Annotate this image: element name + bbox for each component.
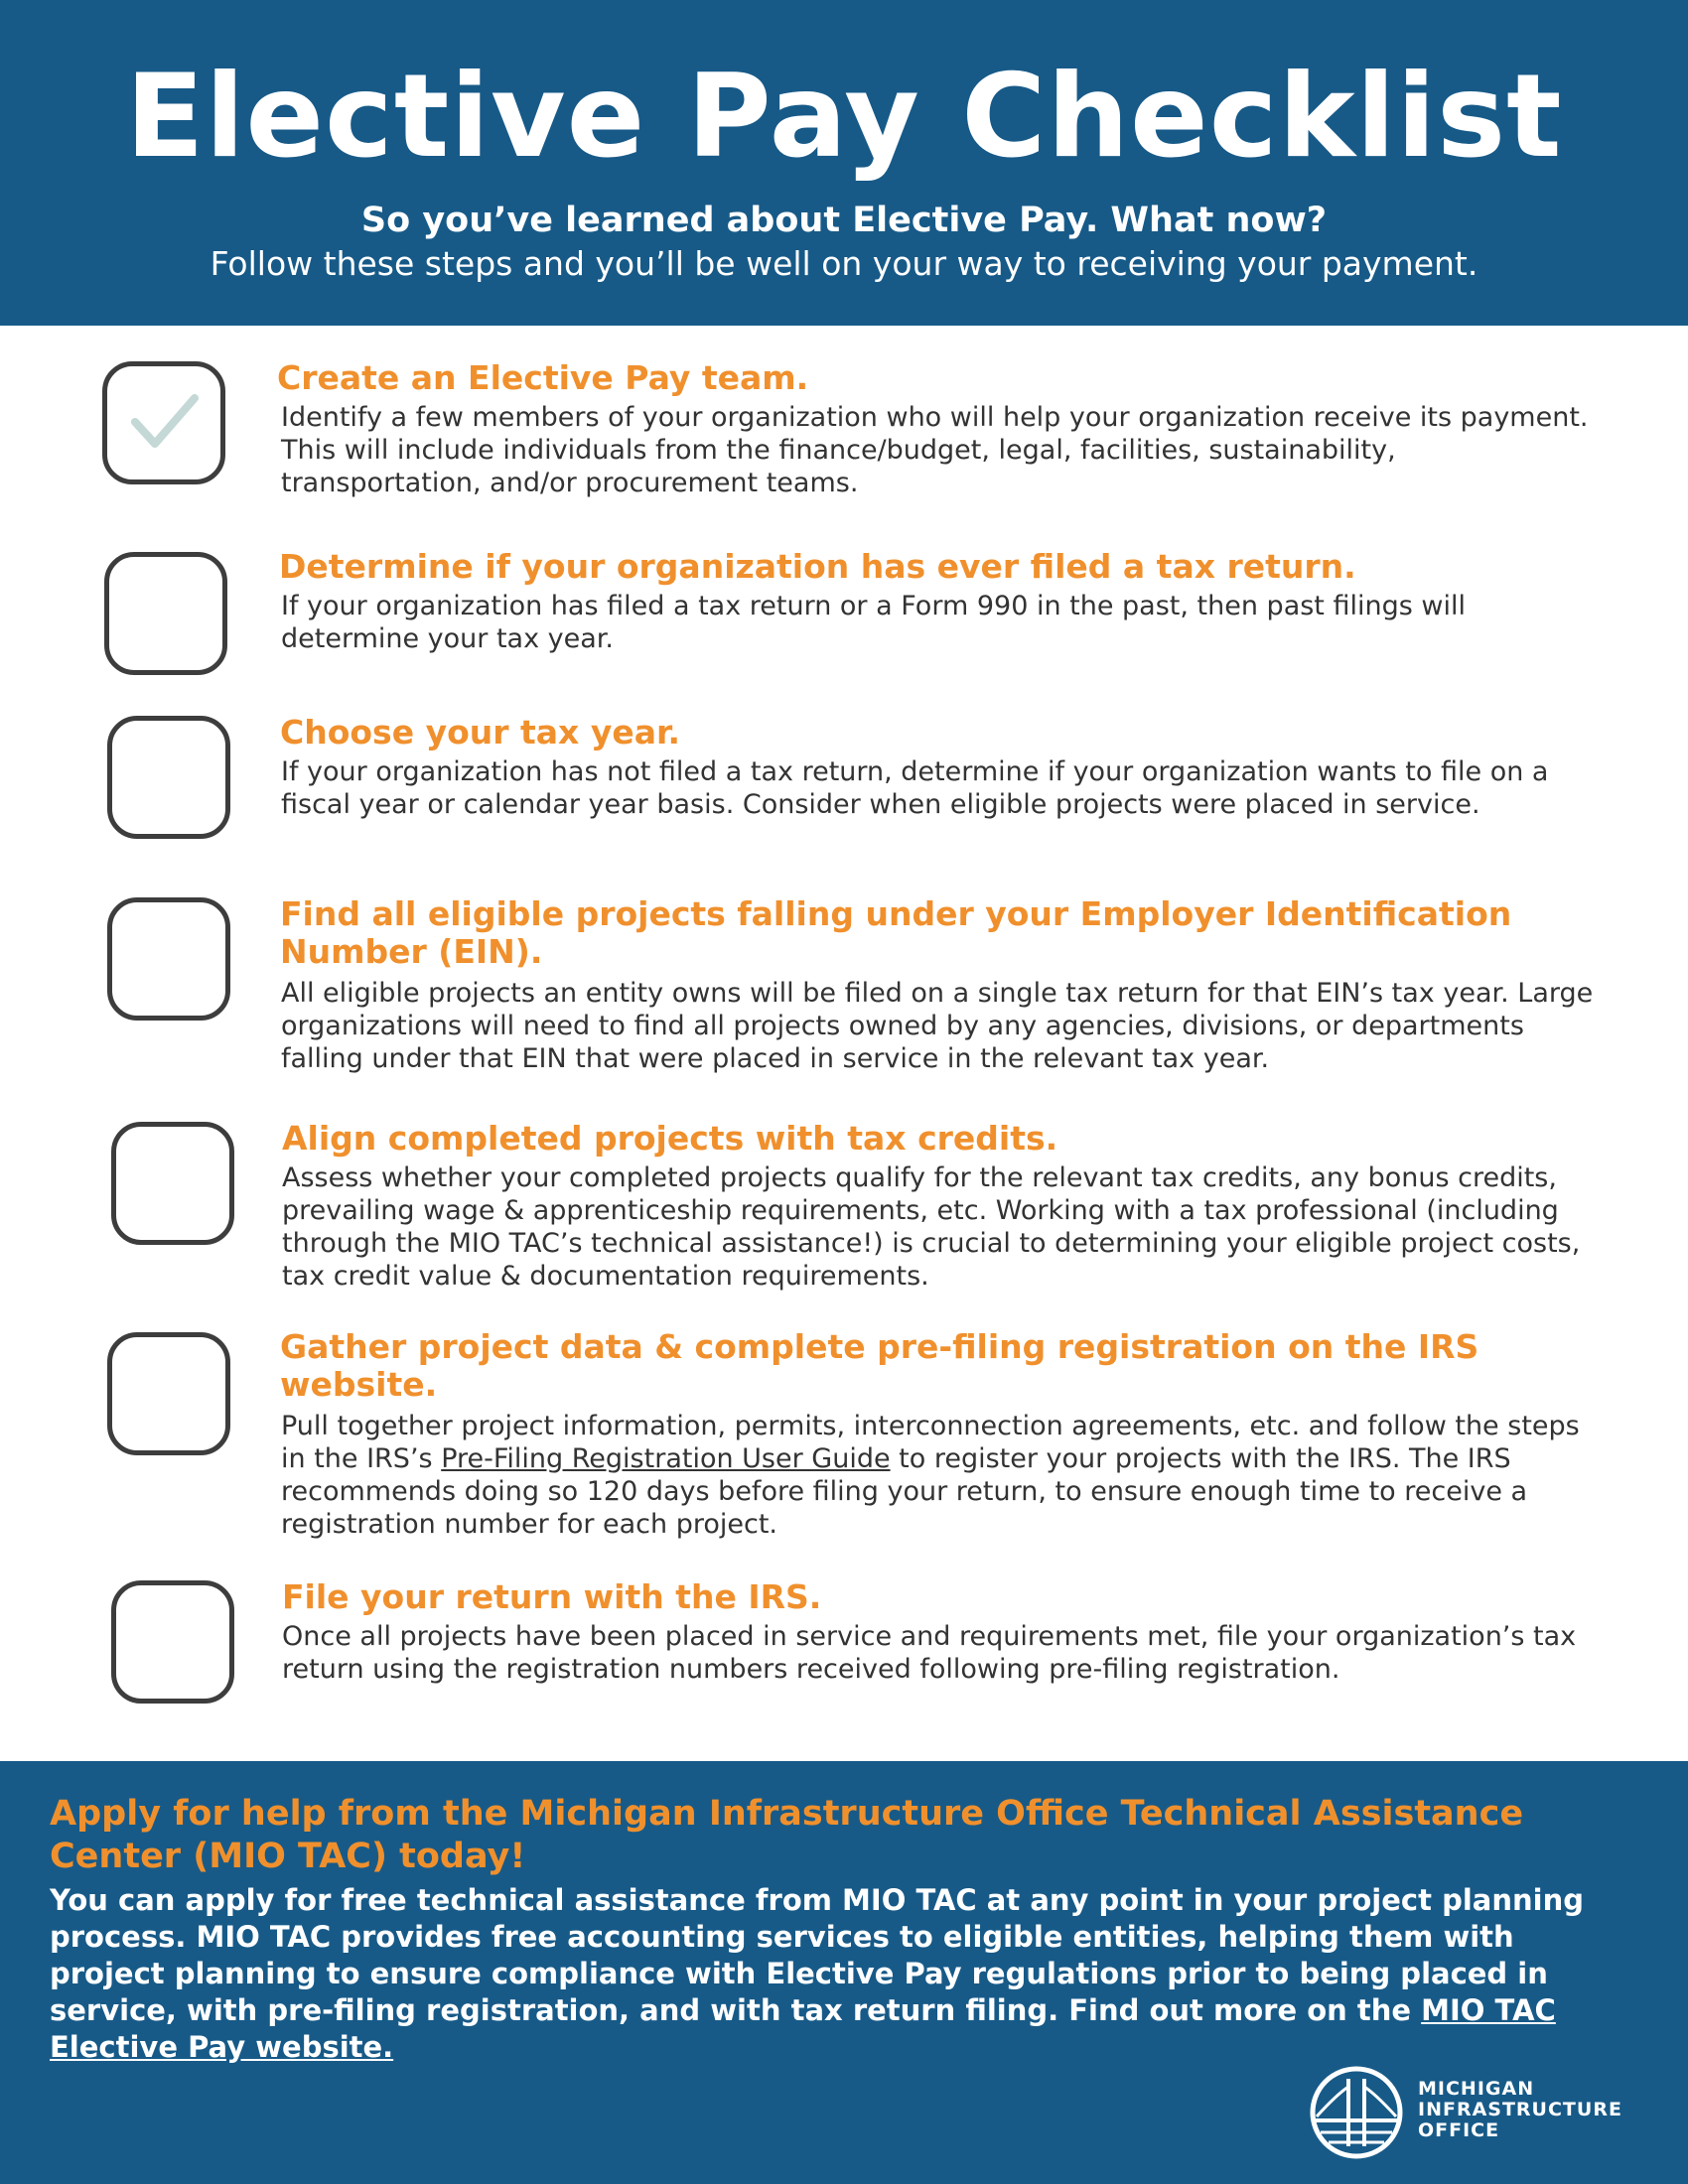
mio-tac-website-link[interactable]: MIO TAC Elective Pay website. bbox=[50, 1993, 1556, 2064]
checkbox[interactable] bbox=[107, 716, 230, 839]
step-title: Align completed projects with tax credits. bbox=[282, 1119, 1058, 1158]
step-title: Gather project data & complete pre-filing registration on the IRS website. bbox=[280, 1327, 1479, 1404]
michigan-infrastructure-office-logo bbox=[1309, 2065, 1656, 2164]
checkbox-checked[interactable] bbox=[102, 361, 225, 484]
logo-wordmark: MICHIGAN INFRASTRUCTURE OFFICE bbox=[1418, 2078, 1622, 2141]
pre-filing-guide-link[interactable]: Pre-Filing Registration User Guide bbox=[441, 1443, 891, 1474]
page-tagline: Follow these steps and you’ll be well on your way to receiving your payment. bbox=[210, 244, 1478, 283]
checkbox[interactable] bbox=[104, 552, 227, 675]
page-subtitle: So you’ve learned about Elective Pay. What now? bbox=[360, 201, 1328, 240]
step-title: Find all eligible projects falling under your Employer Identification Number (EIN). bbox=[280, 894, 1512, 971]
bridge-logo-icon bbox=[1309, 2065, 1404, 2160]
checkbox[interactable] bbox=[107, 897, 230, 1021]
checkbox[interactable] bbox=[107, 1332, 230, 1455]
footer-body: You can apply for free technical assistance from MIO TAC at any point in your project planning process. MIO TAC provides free accounting services to eligible entities, helping them with project planning to ensure compliance with Elective Pay regulations prior to being placed in service, with pre-filing registration, and with tax return filing. Find out more on the MIO TAC Elective Pay website. bbox=[50, 1883, 1584, 2064]
footer-title: Apply for help from the Michigan Infrastructure Office Technical Assistance Center (MIO TAC) today! bbox=[50, 1794, 1524, 1876]
step-body: Pull together project information, permits, interconnection agreements, etc. and follow the steps in the IRS’s Pre-Filing Registration User Guide to register your projects with the IRS. The IRS recommends doing so 120 days before filing your return, to ensure enough time to receive a registration number for each project. bbox=[281, 1411, 1580, 1540]
step-body: Once all projects have been placed in service and requirements met, file your organization’s tax return using the registration numbers received following pre-filing registration. bbox=[282, 1621, 1577, 1685]
step-title: Determine if your organization has ever filed a tax return. bbox=[279, 547, 1356, 586]
header-banner bbox=[0, 0, 1688, 326]
checkbox[interactable] bbox=[111, 1122, 234, 1245]
step-body: Identify a few members of your organization who will help your organization receive its payment. This will include individuals from the finance/budget, legal, facilities, sustainability, transportation, and/or procurement teams. bbox=[281, 402, 1589, 498]
step-title: Create an Elective Pay team. bbox=[277, 358, 809, 397]
checkbox[interactable] bbox=[111, 1580, 234, 1704]
step-title: Choose your tax year. bbox=[280, 713, 681, 751]
step-body: All eligible projects an entity owns will be filed on a single tax return for that EIN’s tax year. Large organizations will need to find all projects owned by any agencies, divisions, or departments falling under that EIN that were placed in service in the relevant tax year. bbox=[281, 978, 1594, 1074]
checkmark-icon bbox=[125, 382, 205, 462]
page-title: Elective Pay Checklist bbox=[125, 50, 1563, 184]
step-body: Assess whether your completed projects qualify for the relevant tax credits, any bonus credits, prevailing wage & apprenticeship requirements, etc. Working with a tax professional (including through the MIO TAC’s technical assistance!) is crucial to determining your eligible project costs, tax credit value & documentation requirements. bbox=[282, 1162, 1581, 1292]
step-body: If your organization has not filed a tax return, determine if your organization wants to file on a fiscal year or calendar year basis. Consider when eligible projects were placed in service. bbox=[281, 756, 1549, 820]
step-title: File your return with the IRS. bbox=[282, 1577, 822, 1616]
step-body: If your organization has filed a tax return or a Form 990 in the past, then past filings will determine your tax year. bbox=[281, 591, 1466, 654]
